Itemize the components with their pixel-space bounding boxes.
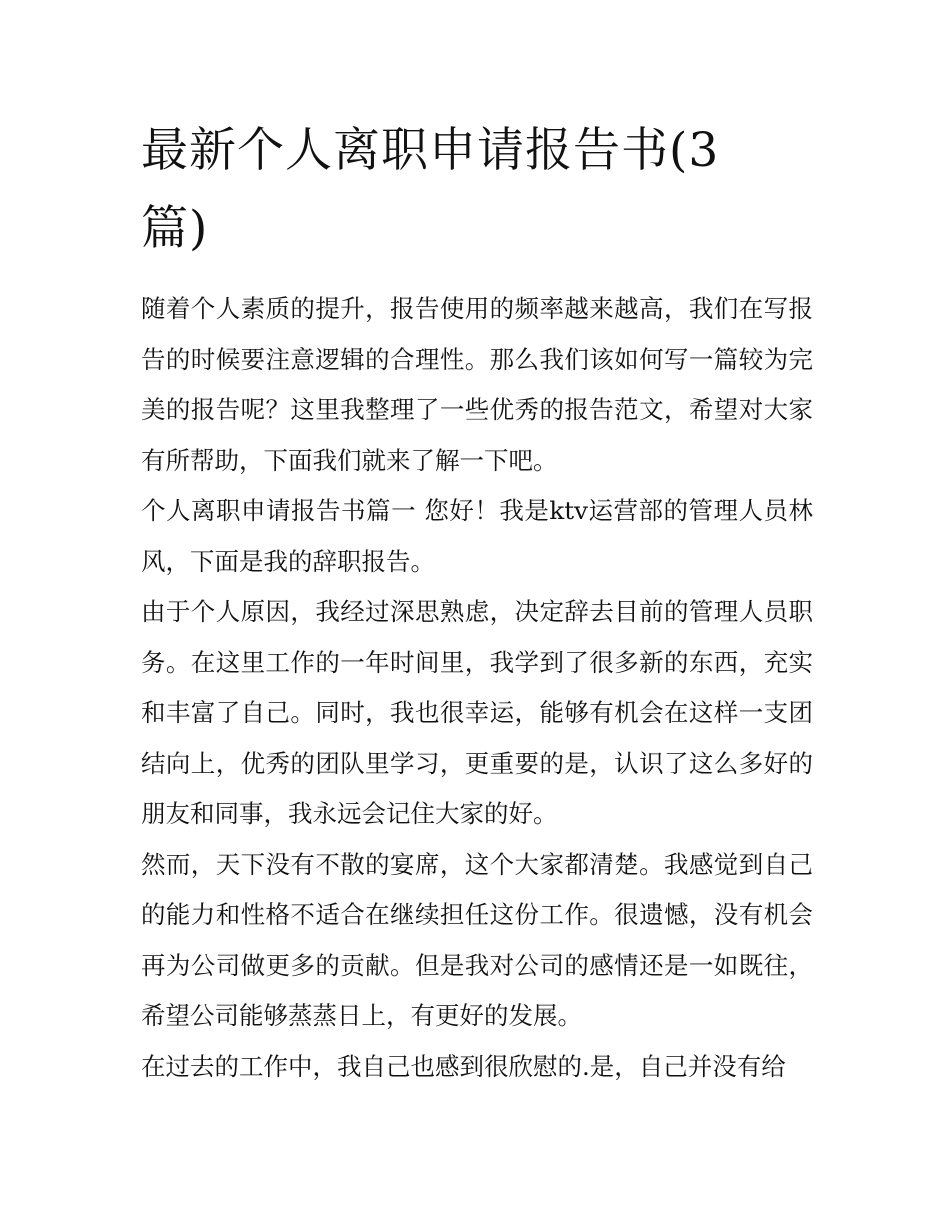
paragraph-greeting: 个人离职申请报告书篇一 您好！我是ktv运营部的管理人员林风，下面是我的辞职报告。 (141, 496, 813, 576)
paragraph-farewell: 然而，天下没有不散的宴席，这个大家都清楚。我感觉到自己的能力和性格不适合在继续担任这份工作。很遗憾，没有机会再为公司做更多的贡献。但是我对公司的感情还是一如既往，希望公司能够蒸蒸日上，有更好的发展。 (141, 849, 813, 1030)
paragraph-reflection: 在过去的工作中，我自己也感到很欣慰的.是，自己并没有给 (141, 1051, 786, 1081)
paragraph-reason: 由于个人原因，我经过深思熟虑，决定辞去目前的管理人员职务。在这里工作的一年时间里，我学到了很多新的东西，充实和丰富了自己。同时，我也很幸运，能够有机会在这样一支团结向上，优秀的团队里学习，更重要的是，认识了这么多好的朋友和同事，我永远会记住大家的好。 (141, 597, 813, 828)
document-title: 最新个人离职申请报告书(3篇) (141, 123, 720, 256)
document-page (141, 112, 813, 1092)
paragraph-intro: 随着个人素质的提升，报告使用的频率越来越高，我们在写报告的时候要注意逻辑的合理性。那么我们该如何写一篇较为完美的报告呢？这里我整理了一些优秀的报告范文，希望对大家有所帮助，下面我们就来了解一下吧。 (141, 294, 813, 475)
